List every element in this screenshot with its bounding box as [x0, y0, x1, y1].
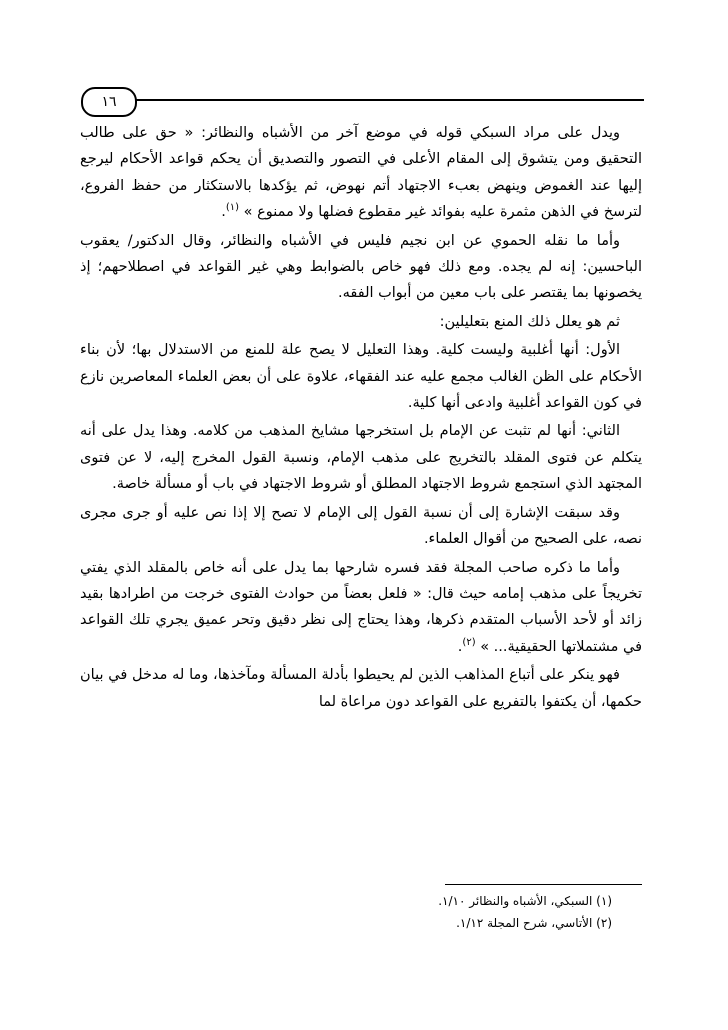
paragraph-7-text: وأما ما ذكره صاحب المجلة فقد فسره شارحها بما يدل على أنه خاص بالمقلد الذي يفتي تخريجاً على مذهب إمامه حيث قال: « فلعل بعضاً من حوادث الفتوى خرجت من اطرادها بقيد زائد أو لأحد الأسباب المتقدم ذكرها، وهذا يحتاج إلى نظر دقيق وتحر عميق يجري تلك القواعد في مشتملاتها الحقيقية... » [80, 559, 642, 655]
paragraph-7: وأما ما ذكره صاحب المجلة فقد فسره شارحها بما يدل على أنه خاص بالمقلد الذي يفتي تخريجاً على مذهب إمامه حيث قال: « فلعل بعضاً من حوادث الفتوى خرجت من اطرادها بقيد زائد أو لأحد الأسباب المتقدم ذكرها، وهذا يحتاج إلى نظر دقيق وتحر عميق يجري تلك القواعد في مشتملاتها الحقيقية... » $^{(٢)}$. [80, 559, 642, 655]
paragraph-3: ثم هو يعلل ذلك المنع بتعليلين: [439, 313, 620, 330]
header-rule [105, 99, 644, 101]
body-text [80, 120, 642, 717]
footnote-ref-1: (١) [225, 202, 240, 214]
paragraph-1-text: ويدل على مراد السبكي قوله في موضع آخر من الأشباه والنظائر: « حق على طالب التحقيق ومن يتشوق إلى المقام الأعلى في التصور والتصديق أن يحكم قواعد الأحكام ليرجع إليها عند الغموض وينهض بعبء الاجتهاد أتم نهوض، ثم يؤكدها بالاستكثار من حفظ الفروع، لترسخ في الذهن مثمرة عليه بفوائد غير مقطوع فضلها ولا ممنوع » [80, 125, 642, 221]
paragraph-1: ويدل على مراد السبكي قوله في موضع آخر من الأشباه والنظائر: « حق على طالب التحقيق ومن يتشوق إلى المقام الأعلى في التصور والتصديق أن يحكم قواعد الأحكام ليرجع إليها عند الغموض وينهض بعبء الاجتهاد أتم نهوض، ثم يؤكدها بالاستكثار من حفظ الفروع، لترسخ في الذهن مثمرة عليه بفوائد غير مقطوع فضلها ولا ممنوع » $^{(١)}$. [80, 125, 642, 221]
footnotes [80, 890, 642, 934]
paragraph-5: الثاني: أنها لم تثبت عن الإمام بل استخرجها مشايخ المذهب من كلامه. وهذا يدل على أنه يتكلم عن فتوى المقلد بالتخريج على مذهب الإمام، ونسبة القول المخرج إليه، لا عن فتوى المجتهد الذي استجمع شروط الاجتهاد المطلق أو شروط الاجتهاد في باب أو مسألة خاصة. [80, 423, 642, 493]
footnote-ref-2: (٢) [462, 636, 476, 648]
footnote-1: (١) السبكي، الأشباه والنظائر ١/١٠. [438, 894, 612, 908]
page-number: ١٦ [81, 87, 137, 117]
paragraph-8: فهو ينكر على أتباع المذاهب الذين لم يحيطوا بأدلة المسألة ومآخذها، وما له مدخل في بيان حكمها، أن يكتفوا بالتفريع على القواعد دون مراعاة لما [80, 667, 642, 710]
footnote-separator [445, 884, 642, 885]
paragraph-2: وأما ما نقله الحموي عن ابن نجيم فليس في الأشباه والنظائر، وقال الدكتور/ يعقوب الباحسين: إنه لم يجده. ومع ذلك فهو خاص بالضوابط وهي غير القواعد في اصطلاحهم؛ إذ يخصونها بما يقتصر على باب معين من أبواب الفقه. [80, 232, 642, 302]
paragraph-4: الأول: أنها أغلبية وليست كلية. وهذا التعليل لا يصح علة للمنع من الاستدلال بها؛ لأن بناء الأحكام على الظن الغالب مجمع عليه عند الفقهاء، علاوة على أن بعض العلماء المعاصرين نازع في كون القواعد أغلبية وادعى أنها كلية. [80, 342, 642, 412]
footnote-2: (٢) الأتاسي، شرح المجلة ١/١٢. [456, 916, 612, 930]
paragraph-6: وقد سبقت الإشارة إلى أن نسبة القول إلى الإمام لا تصح إلا إذا نص عليه أو جرى مجرى نصه، على الصحيح من أقوال العلماء. [80, 504, 642, 548]
